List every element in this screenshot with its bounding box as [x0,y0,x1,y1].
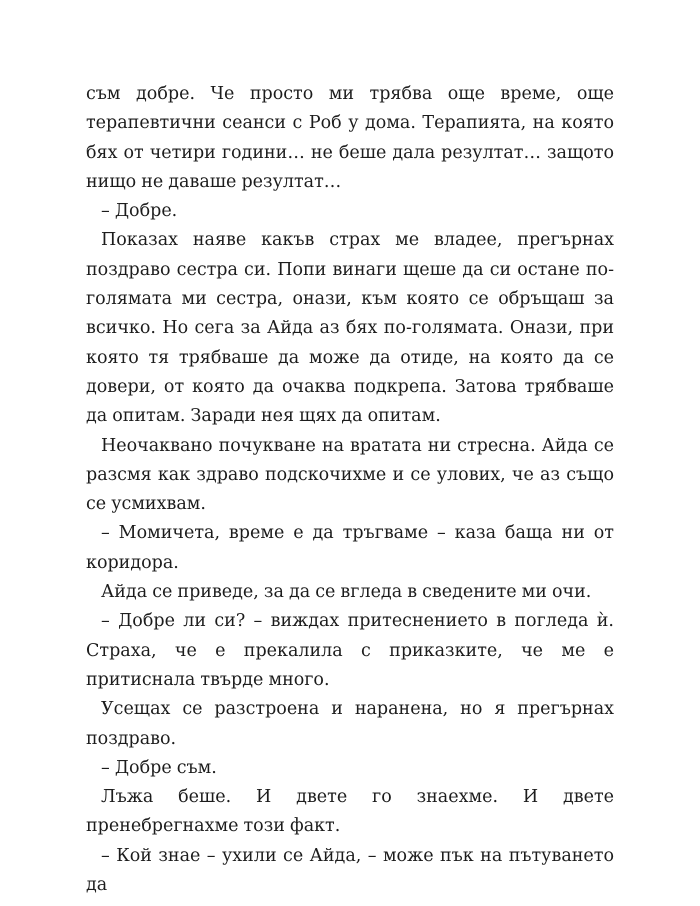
paragraph: Неочаквано почукване на вратата ни стресна. Айда се разсмя как здраво подскочихме и се улових, че аз също се усмихвам. [86,435,614,515]
paragraph: съм добре. Че просто ми трябва още време, още терапевтични сеанси с Роб у дома. Терапията, на която бях от четири години… не беше дала резултат… защото нищо не даваше резултат… [86,84,614,192]
paragraph: – Добре. [101,201,178,222]
page-text [86,80,614,900]
paragraph: Усещах се разстроена и наранена, но я прегърнах поздраво. [86,699,614,749]
paragraph: – Кой знае – ухили се Айда, – може пък на пътуването да [86,845,614,896]
paragraph: – Момичета, време е да тръгваме – каза баща ни от коридора. [86,523,614,573]
paragraph: – Добре ли си? – виждах притеснението в погледа ѝ. Страха, че е прекалила с приказките, че ме е притиснала твърде много. [86,611,614,690]
paragraph: Айда се приведе, за да се вгледа в сведените ми очи. [101,582,592,603]
paragraph: Показах наяве какъв страх ме владее, прегърнах поздраво сестра си. Попи винаги щеше да си остане по-голямата ми сестра, онази, към която се обръщаш за всичко. Но сега за Айда аз бях по-голямата. Онази, при която тя трябваше да може да отиде, на която да се довери, от която да очаква подкрепа. Затова трябваше да опитам. Заради нея щях да опитам. [86,230,614,427]
paragraph: Лъжа беше. И двете го знаехме. И двете пренебрегнахме този факт. [86,787,614,837]
paragraph: – Добре съм. [101,757,217,778]
